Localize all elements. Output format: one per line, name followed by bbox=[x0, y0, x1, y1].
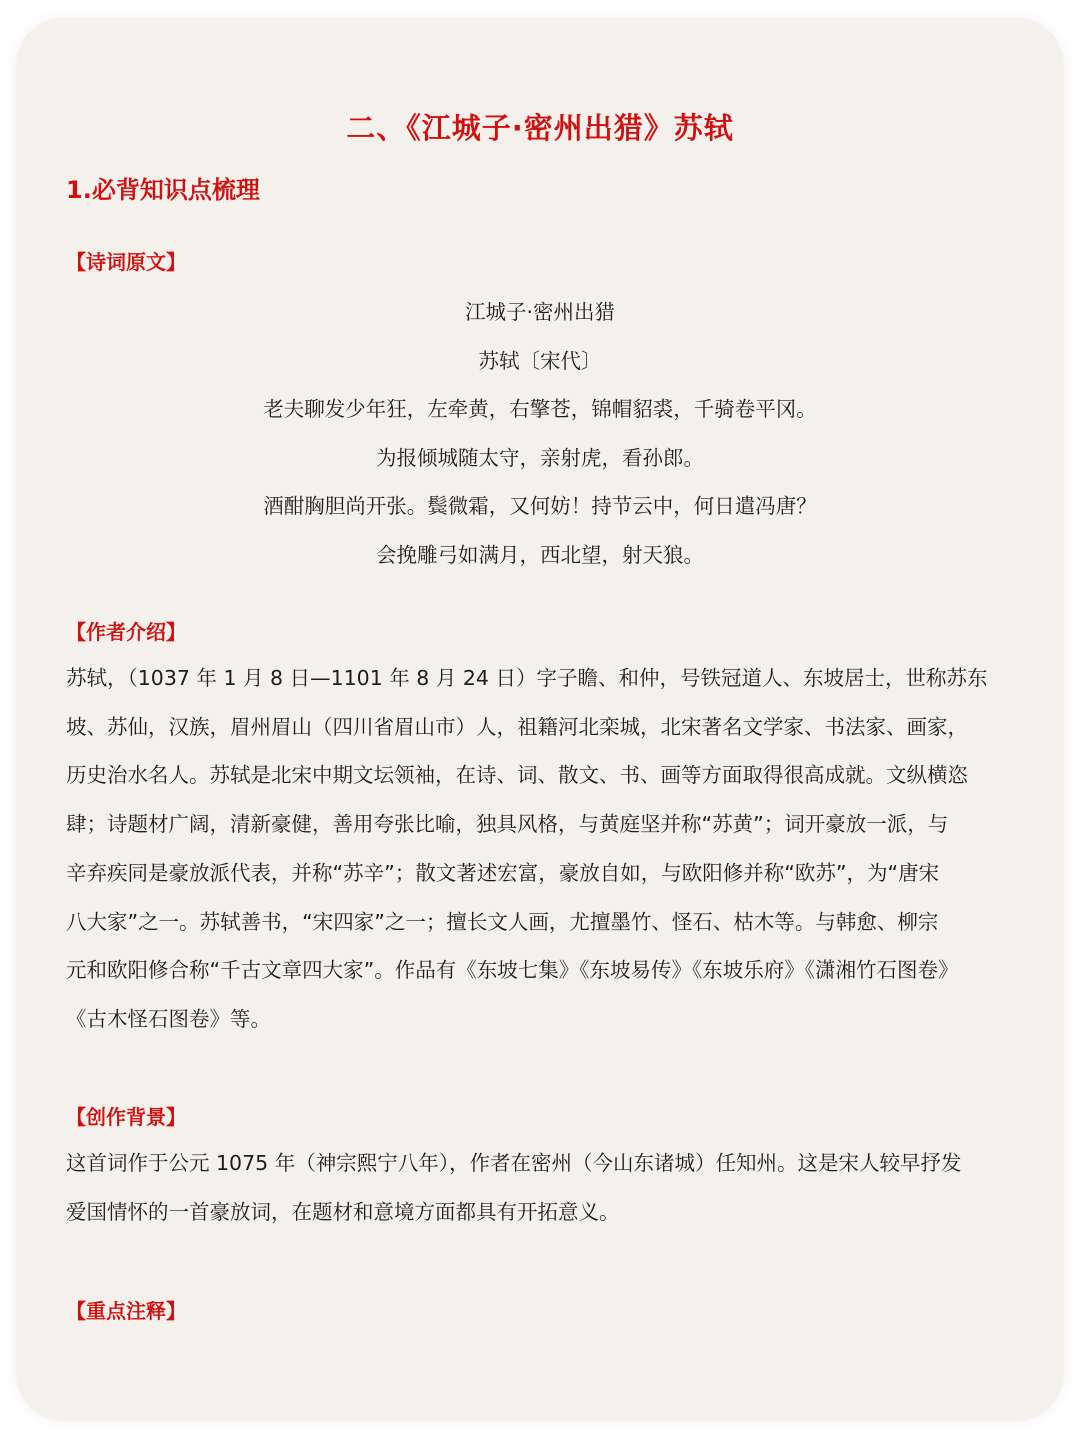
paragraph-line: 坡、苏仙，汉族，眉州眉山（四川省眉山市）人，祖籍河北栾城，北宋著名文学家、书法家、画家， bbox=[66, 714, 968, 739]
paragraph-line: 《古木怪石图卷》等。 bbox=[66, 1006, 271, 1031]
label-key-notes: 【重点注释】 bbox=[66, 1299, 186, 1323]
paragraph-line: 元和欧阳修合称“千古文章四大家”。作品有《东坡七集》《东坡易传》《东坡乐府》《潇湘竹石图卷》 bbox=[66, 958, 959, 983]
poem-line: 酒酣胸胆尚开张。鬓微霜，又何妨！持节云中，何日遣冯唐？ bbox=[263, 494, 817, 518]
poem-line: 会挽雕弓如满月，西北望，射天狼。 bbox=[376, 542, 704, 567]
paragraph-line: 爱国情怀的一首豪放词，在题材和意境方面都具有开拓意义。 bbox=[66, 1199, 620, 1224]
paragraph-line: 这首词作于公元 1075 年（神宗熙宁八年），作者在密州（今山东诸城）任知州。这是宋人较早抒发 bbox=[66, 1151, 962, 1175]
author-paragraph bbox=[66, 654, 1024, 1044]
document-page bbox=[16, 18, 1064, 1421]
poem-block bbox=[16, 288, 1064, 579]
poem-title: 江城子·密州出猎 bbox=[464, 300, 616, 324]
poem-author: 苏轼〔宋代〕 bbox=[478, 348, 602, 373]
paragraph-line: 历史治水名人。苏轼是北宋中期文坛领袖，在诗、词、散文、书、画等方面取得很高成就。文纵横恣 bbox=[66, 763, 968, 788]
label-background: 【创作背景】 bbox=[66, 1105, 186, 1129]
label-author-intro: 【作者介绍】 bbox=[66, 620, 186, 644]
label-original-text: 【诗词原文】 bbox=[66, 250, 186, 274]
document-title: 二、《江城子·密州出猎》苏轼 bbox=[346, 111, 734, 145]
paragraph-line: 辛弃疾同是豪放派代表，并称“苏辛”；散文著述宏富，豪放自如，与欧阳修并称“欧苏”，为“唐宋 bbox=[66, 860, 940, 885]
poem-line: 老夫聊发少年狂，左牵黄，右擎苍，锦帽貂裘，千骑卷平冈。 bbox=[263, 397, 817, 421]
paragraph-line: 苏轼，（1037 年 1 月 8 日—1101 年 8 月 24 日）字子瞻、和仲，号铁冠道人、东坡居士，世称苏东 bbox=[66, 666, 988, 690]
background-paragraph bbox=[66, 1139, 1024, 1236]
section-heading: 1.必背知识点梳理 bbox=[66, 176, 260, 204]
paragraph-line: 肆；诗题材广阔，清新豪健，善用夸张比喻，独具风格，与黄庭坚并称“苏黄”；词开豪放一派，与 bbox=[66, 812, 949, 837]
paragraph-line: 八大家”之一。苏轼善书，“宋四家”之一；擅长文人画，尤擅墨竹、怪石、枯木等。与韩愈、柳宗 bbox=[66, 909, 939, 934]
poem-line: 为报倾城随太守，亲射虎，看孙郎。 bbox=[376, 445, 704, 470]
